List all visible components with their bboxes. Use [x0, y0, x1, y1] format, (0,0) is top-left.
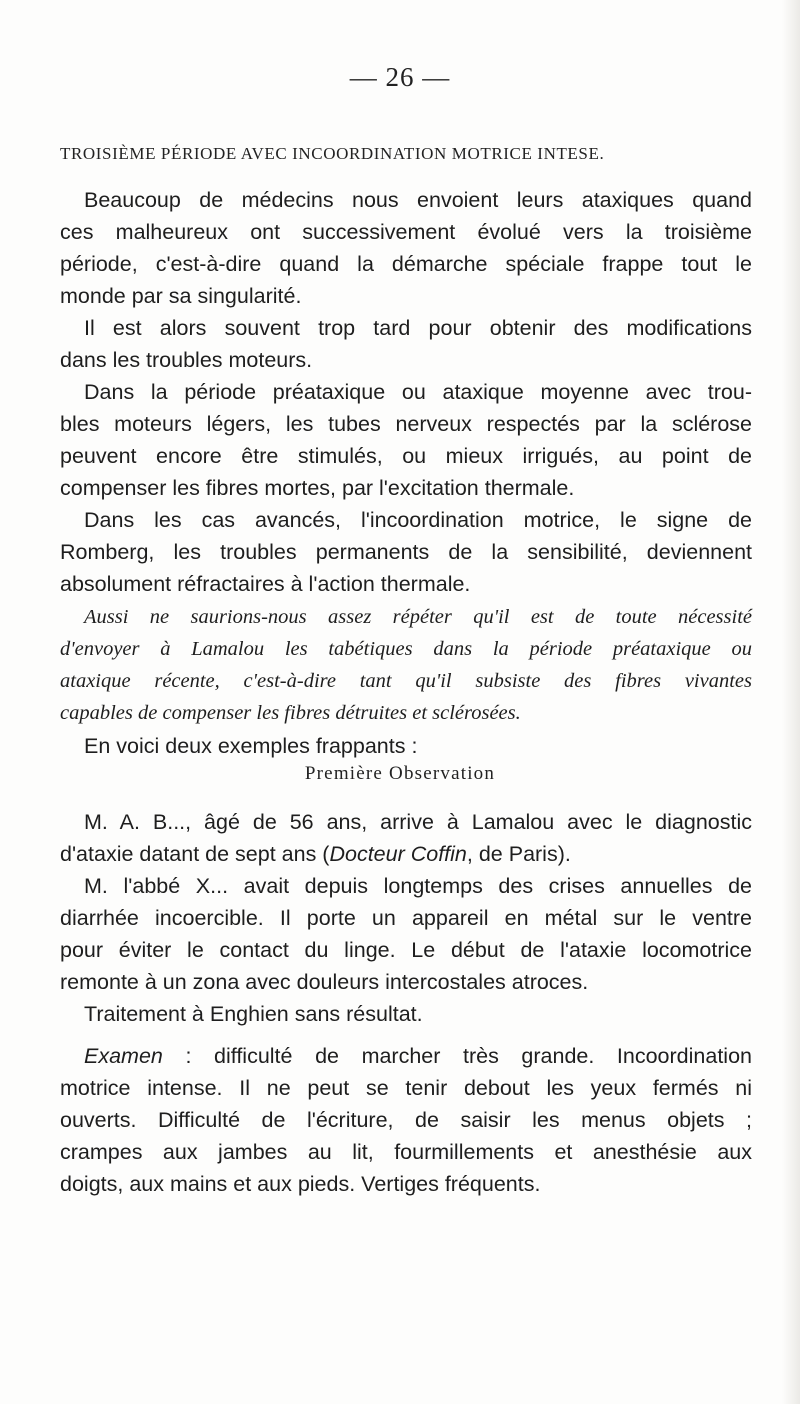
- text-line: M. l'abbé X... avait depuis longtemps des crises annuelles de: [84, 874, 752, 898]
- doctor-name: Docteur Coffin: [329, 842, 467, 866]
- text-line: Dans les cas avancés, l'incoordination motrice, le signe de: [84, 508, 752, 532]
- text-line: absolument réfractaires à l'action thermale.: [60, 572, 471, 596]
- text-line: Romberg, les troubles permanents de la sensibilité, deviennent: [60, 540, 752, 564]
- text-line: compenser les fibres mortes, par l'excitation thermale.: [60, 476, 575, 500]
- text-fragment: d'ataxie datant de sept ans (: [60, 842, 330, 866]
- text-line: Il est alors souvent trop tard pour obtenir des modifications: [84, 316, 752, 340]
- text-line: ces malheureux ont successivement évolué vers la troisième: [60, 220, 752, 244]
- text-line: ouverts. Difficulté de l'écriture, de saisir les menus objets ;: [60, 1108, 752, 1132]
- text-line: [60, 840, 752, 868]
- italic-line: Aussi ne saurions-nous assez répéter qu'il est de toute nécessité: [84, 606, 752, 628]
- italic-line: capables de compenser les fibres détruites et sclérosées.: [60, 702, 521, 724]
- page-edge-shadow: [782, 0, 800, 1404]
- text-fragment: , de Paris).: [466, 842, 571, 866]
- text-line: période, c'est-à-dire quand la démarche spéciale frappe tout le: [60, 252, 752, 276]
- text-fragment: : difficulté de marcher très grande. Incoordination: [162, 1044, 752, 1068]
- observation-title: Première Observation: [304, 763, 496, 784]
- text-line: diarrhée incoercible. Il porte un appareil en métal sur le ventre: [60, 906, 752, 930]
- text-line: Dans la période préataxique ou ataxique moyenne avec trou-: [84, 380, 752, 404]
- text-line: Beaucoup de médecins nous envoient leurs ataxiques quand: [84, 188, 752, 212]
- text-line: En voici deux exemples frappants :: [84, 734, 418, 758]
- text-line: remonte à un zona avec douleurs intercostales atroces.: [60, 970, 589, 994]
- text-line: monde par sa singularité.: [60, 284, 302, 308]
- text-line: bles moteurs légers, les tubes nerveux respectés par la sclérose: [60, 412, 752, 436]
- italic-line: d'envoyer à Lamalou les tabétiques dans la période préataxique ou: [60, 638, 752, 660]
- text-line: dans les troubles moteurs.: [60, 348, 313, 372]
- text-line: peuvent encore être stimulés, ou mieux irrigués, au point de: [60, 444, 752, 468]
- text-line: crampes aux jambes au lit, fourmillements et anesthésie aux: [60, 1140, 752, 1164]
- text-line: doigts, aux mains et aux pieds. Vertiges fréquents.: [60, 1172, 541, 1196]
- text-line: [84, 1042, 752, 1070]
- text-line: pour éviter le contact du linge. Le début de l'ataxie locomotrice: [60, 938, 752, 962]
- page-number: — 26 —: [349, 62, 451, 92]
- section-heading: TROISIÈME PÉRIODE AVEC INCOORDINATION MOTRICE INTESE.: [60, 144, 605, 163]
- italic-line: ataxique récente, c'est-à-dire tant qu'il subsiste des fibres vivantes: [60, 670, 752, 692]
- text-line: motrice intense. Il ne peut se tenir debout les yeux fermés ni: [60, 1076, 752, 1100]
- text-line: Traitement à Enghien sans résultat.: [84, 1002, 423, 1026]
- examen-label: Examen: [84, 1044, 163, 1068]
- text-line: M. A. B..., âgé de 56 ans, arrive à Lamalou avec le diagnostic: [84, 810, 752, 834]
